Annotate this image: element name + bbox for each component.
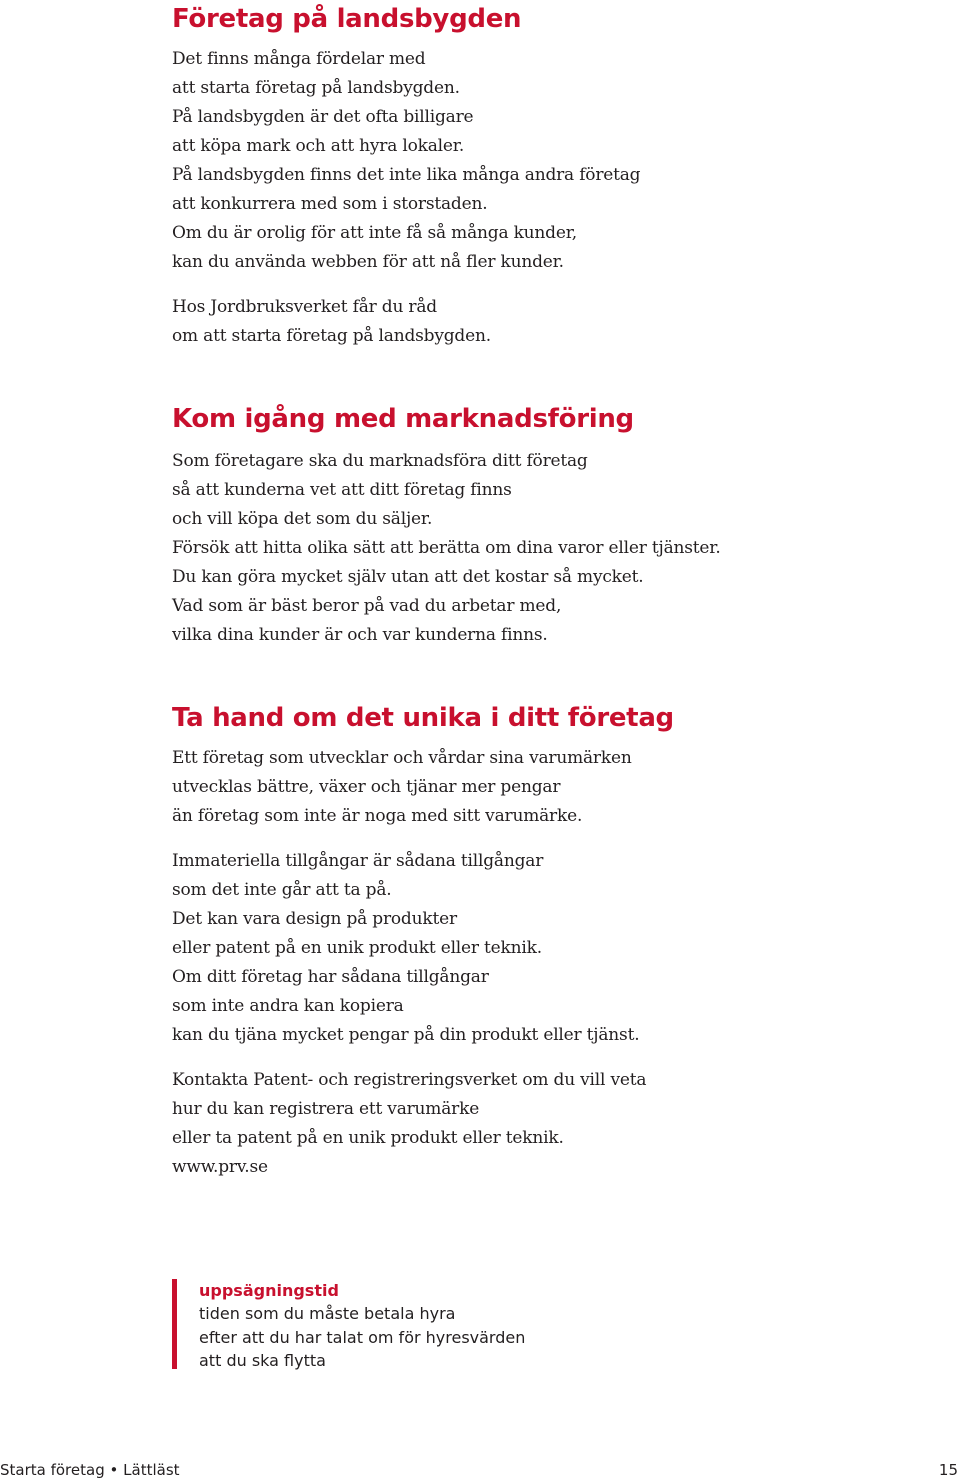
footer-publication: Starta företag [0,1461,105,1479]
section-heading-rural-business: Företag på landsbygden [172,4,522,34]
text-line: utvecklas bättre, växer och tjänar mer pengar [172,777,561,797]
section-heading-unique-assets: Ta hand om det unika i ditt företag [172,703,674,733]
page-footer [0,1461,960,1483]
footer-title [0,1461,180,1479]
text-line: att du ska flytta [199,1351,326,1370]
paragraph [172,447,932,650]
text-line: och vill köpa det som du säljer. [172,509,433,529]
text-line: kan du tjäna mycket pengar på din produkt eller tjänst. [172,1025,640,1045]
text-line: Hos Jordbruksverket får du råd [172,297,437,317]
paragraph [172,293,932,351]
text-line: efter att du har talat om för hyresvärden [199,1327,526,1347]
definition-term: uppsägningstid [199,1281,339,1300]
text-line: eller patent på en unik produkt eller teknik. [172,938,542,958]
text-line: att köpa mark och att hyra lokaler. [172,136,465,156]
text-line: som inte andra kan kopiera [172,996,404,1016]
footer-edition: Lättläst [123,1461,180,1479]
definition-text [199,1302,525,1373]
text-line: att konkurrera med som i storstaden. [172,194,488,214]
text-line: tiden som du måste betala hyra [199,1304,456,1323]
text-line: Immateriella tillgångar är sådana tillgångar [172,851,544,871]
paragraph [172,45,932,277]
text-line: Ett företag som utvecklar och vårdar sina varumärken [172,748,632,768]
text-line: så att kunderna vet att ditt företag finns [172,480,512,500]
text-line: www.prv.se [172,1157,268,1177]
text-line: än företag som inte är noga med sitt varumärke. [172,806,583,826]
text-line: På landsbygden finns det inte lika många andra företag [172,165,641,185]
text-line: Om ditt företag har sådana tillgångar [172,967,489,987]
text-line: På landsbygden är det ofta billigare [172,107,474,127]
paragraph [172,847,932,1050]
text-line: Det finns många fördelar med [172,49,426,69]
paragraph [172,744,932,831]
footer-separator: • [109,1461,119,1479]
text-line: att starta företag på landsbygden. [172,78,460,98]
page-number: 15 [938,1461,958,1479]
text-line: hur du kan registrera ett varumärke [172,1099,480,1119]
text-line: kan du använda webben för att nå fler kunder. [172,252,564,272]
text-line: om att starta företag på landsbygden. [172,326,491,346]
text-line: Om du är orolig för att inte få så många kunder, [172,223,577,243]
text-line: Du kan göra mycket själv utan att det kostar så mycket. [172,567,644,587]
text-line: Det kan vara design på produkter [172,909,457,929]
text-line: eller ta patent på en unik produkt eller teknik. [172,1128,564,1148]
text-line: Försök att hitta olika sätt att berätta om dina varor eller tjänster. [172,538,721,558]
text-line: som det inte går att ta på. [172,880,392,900]
text-line: Som företagare ska du marknadsföra ditt företag [172,451,588,471]
definition-box [172,1279,525,1369]
text-line: Vad som är bäst beror på vad du arbetar med, [172,596,562,616]
section-heading-marketing: Kom igång med marknadsföring [172,404,634,434]
text-line: vilka dina kunder är och var kunderna finns. [172,625,548,645]
text-line: Kontakta Patent- och registreringsverket om du vill veta [172,1070,647,1090]
paragraph [172,1066,932,1182]
